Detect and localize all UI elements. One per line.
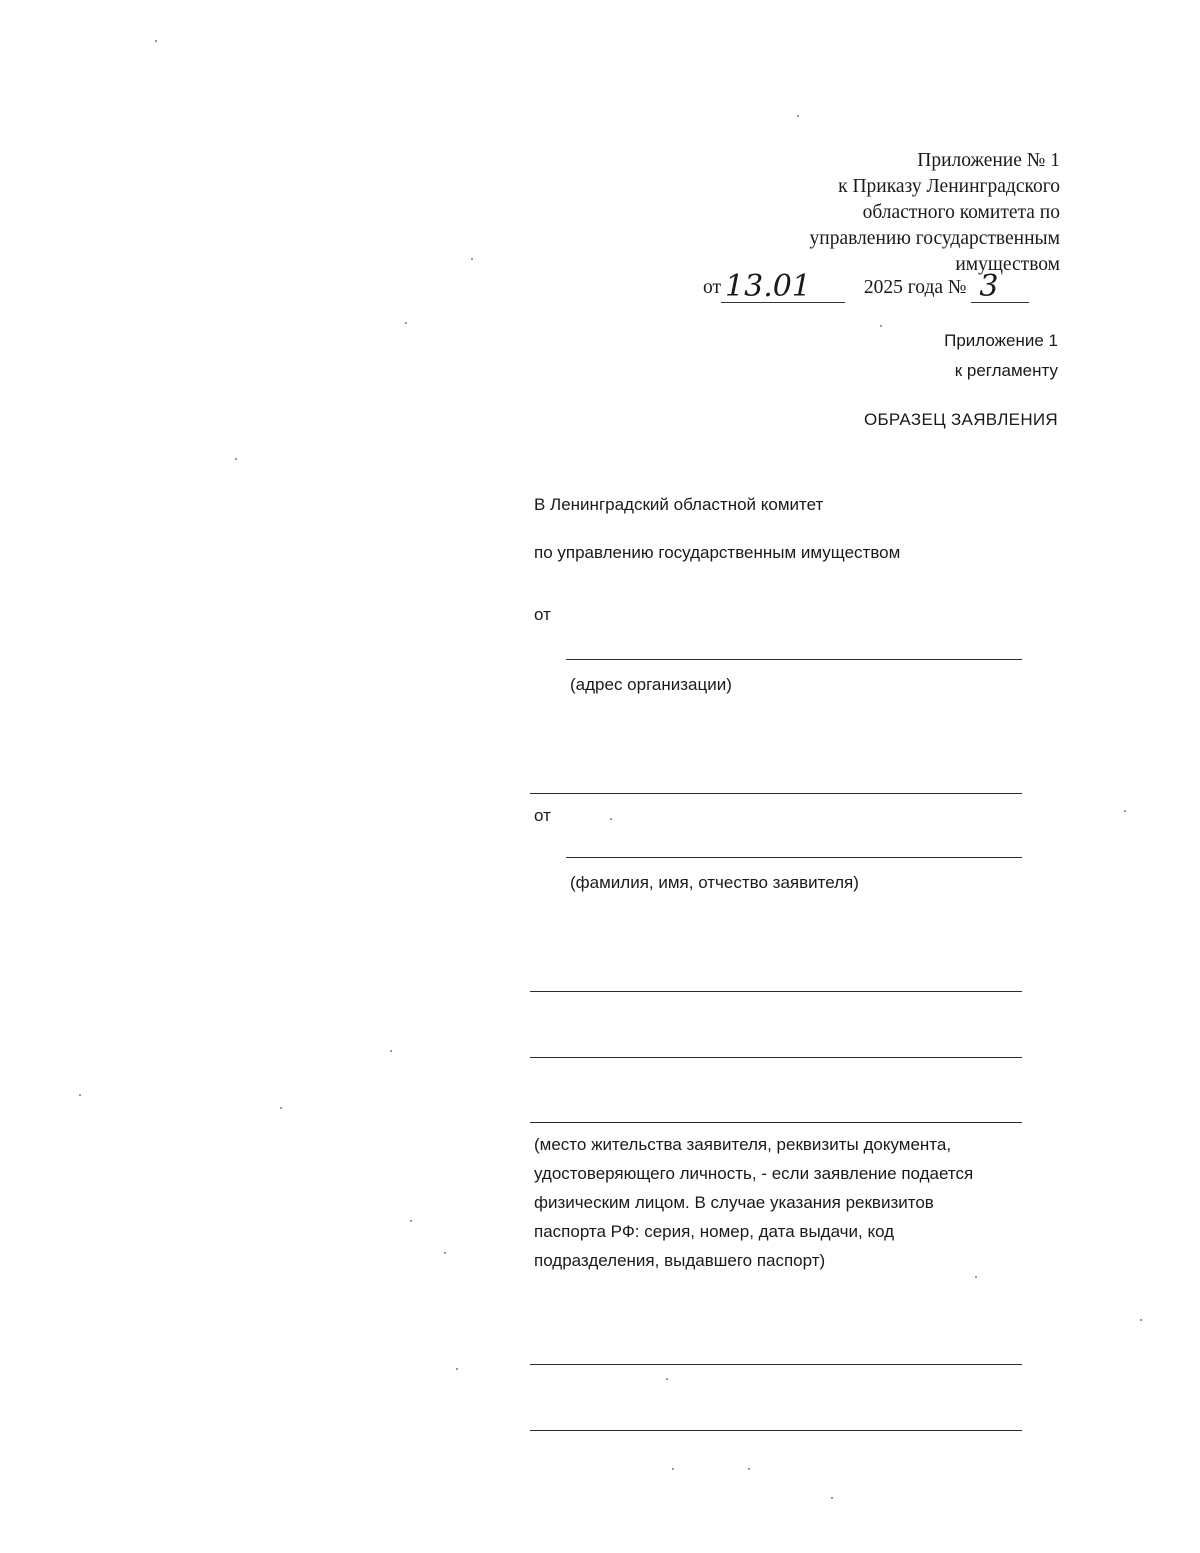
- org-address-hint: (адрес организации): [570, 675, 732, 694]
- applicant-name-field-line[interactable]: [566, 857, 1022, 858]
- regulation-line-reference: к регламенту: [954, 361, 1058, 380]
- residence-hint-line-5: подразделения, выдавшего паспорт): [534, 1251, 826, 1270]
- scan-speck: [1140, 1319, 1142, 1321]
- scan-speck: [610, 818, 612, 820]
- addressee-line-2: по управлению государственным имуществом: [534, 543, 901, 562]
- order-number-handwritten: 3: [971, 272, 1029, 303]
- sample-title: ОБРАЗЕЦ ЗАЯВЛЕНИЯ: [863, 410, 1058, 429]
- scan-speck: [410, 1220, 412, 1222]
- scan-speck: [831, 1497, 833, 1499]
- header-line-property: имуществом: [955, 254, 1060, 275]
- scan-speck: [748, 1468, 750, 1470]
- scan-speck: [456, 1368, 458, 1370]
- scan-speck: [390, 1050, 392, 1052]
- scan-speck: [471, 258, 473, 260]
- residence-hint-line-4: паспорта РФ: серия, номер, дата выдачи, код: [534, 1222, 895, 1241]
- scan-speck: [155, 40, 157, 42]
- order-date-handwritten: 13.01: [721, 272, 845, 303]
- extra-field-line-1[interactable]: [530, 1364, 1022, 1365]
- order-date-prefix: от: [703, 277, 722, 298]
- from-org-label: от: [534, 605, 551, 624]
- scan-speck: [666, 1378, 668, 1380]
- order-date-line: [703, 269, 1029, 304]
- scan-speck: [280, 1107, 282, 1109]
- addressee-line-1: В Ленинградский областной комитет: [534, 495, 824, 514]
- header-line-appendix: Приложение № 1: [917, 150, 1060, 171]
- residence-hint-line-1: (место жительства заявителя, реквизиты документа,: [534, 1135, 952, 1154]
- scan-speck: [975, 1276, 977, 1278]
- header-line-management: управлению государственным: [809, 228, 1060, 249]
- order-appendix-header: [700, 148, 1060, 278]
- scan-speck: [235, 458, 237, 460]
- applicant-name-hint: (фамилия, имя, отчество заявителя): [570, 873, 859, 892]
- scan-speck: [880, 325, 882, 327]
- regulation-line-appendix: Приложение 1: [944, 331, 1058, 350]
- scan-speck: [797, 115, 799, 117]
- header-line-committee: областного комитета по: [862, 202, 1060, 223]
- scan-speck: [79, 1094, 81, 1096]
- residence-hint-line-3: физическим лицом. В случае указания реквизитов: [534, 1193, 934, 1212]
- residence-field-line-3[interactable]: [530, 1122, 1022, 1123]
- regulation-appendix: [944, 326, 1058, 386]
- org-extra-field-line[interactable]: [530, 793, 1022, 794]
- scan-speck: [405, 322, 407, 324]
- residence-field-line-1[interactable]: [530, 991, 1022, 992]
- order-year-label: 2025 года №: [863, 277, 967, 298]
- scan-speck: [672, 1468, 674, 1470]
- header-line-order: к Приказу Ленинградского: [838, 176, 1060, 197]
- residence-field-line-2[interactable]: [530, 1057, 1022, 1058]
- scan-speck: [444, 1252, 446, 1254]
- from-person-label: от: [534, 806, 551, 825]
- org-address-field-line[interactable]: [566, 659, 1022, 660]
- extra-field-line-2[interactable]: [530, 1430, 1022, 1431]
- residence-hint-line-2: удостоверяющего личность, - если заявление подается: [534, 1164, 974, 1183]
- scan-speck: [1124, 810, 1126, 812]
- residence-hint: [534, 1130, 1034, 1275]
